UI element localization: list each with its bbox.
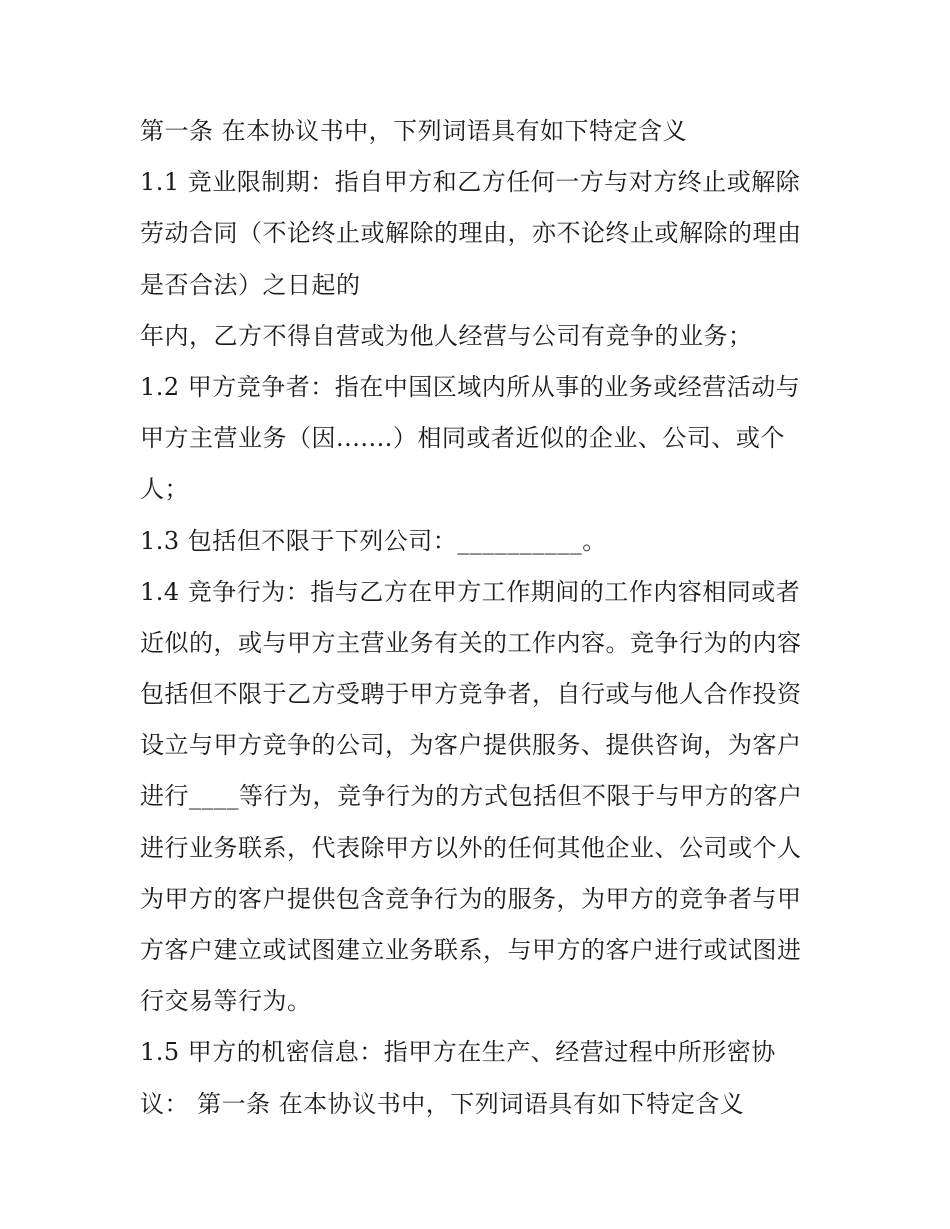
text-line: 设立与甲方竞争的公司，为客户提供服务、提供咨询，为客户 (140, 731, 802, 760)
text-line: 人； (140, 475, 189, 504)
text-line: 行交易等行为。 (140, 987, 312, 1016)
text-line: 包括但不限于乙方受聘于甲方竞争者，自行或与他人合作投资 (140, 680, 802, 709)
text-line: 是否合法）之日起的 (140, 270, 361, 299)
text-line: 劳动合同（不论终止或解除的理由，亦不论终止或解除的理由 (140, 219, 802, 248)
text-line: 1.2 甲方竞争者：指在中国区域内所从事的业务或经营活动与 (140, 372, 801, 401)
text-line: 为甲方的客户提供包含竞争行为的服务，为甲方的竞争者与甲 (140, 884, 802, 913)
text-line: 1.5 甲方的机密信息：指甲方在生产、经营过程中所形密协 (140, 1038, 776, 1067)
text-line: 近似的，或与甲方主营业务有关的工作内容。竞争行为的内容 (140, 628, 802, 657)
text-line: 1.1 竞业限制期：指自甲方和乙方任何一方与对方终止或解除 (140, 168, 801, 197)
text-line: 1.3 包括但不限于下列公司：__________。 (140, 526, 607, 555)
text-line: 第一条 在本协议书中，下列词语具有如下特定含义 (140, 117, 688, 145)
text-line: 甲方主营业务（因.......）相同或者近似的企业、公司、或个 (140, 424, 785, 453)
text-line: 1.4 竞争行为：指与乙方在甲方工作期间的工作内容相同或者 (140, 577, 801, 606)
text-line: 年内，乙方不得自营或为他人经营与公司有竞争的业务； (140, 321, 753, 350)
text-line: 方客户建立或试图建立业务联系，与甲方的客户进行或试图进 (140, 936, 802, 964)
text-line: 进行____等行为，竞争行为的方式包括但不限于与甲方的客户 (140, 782, 803, 811)
text-line: 进行业务联系，代表除甲方以外的任何其他企业、公司或个人 (140, 833, 802, 862)
text-line: 议： 第一条 在本协议书中，下列词语具有如下特定含义 (140, 1089, 745, 1118)
document-body (140, 106, 830, 1130)
